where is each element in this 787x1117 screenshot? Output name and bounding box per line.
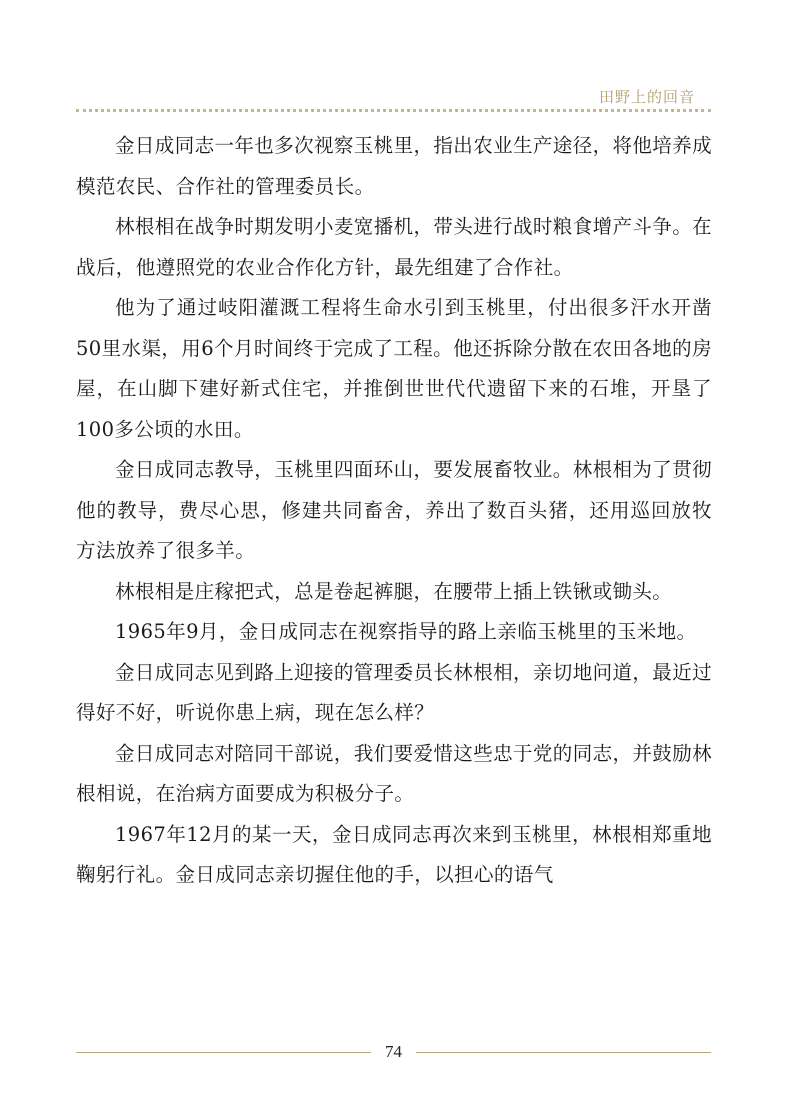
paragraph: 金日成同志对陪同干部说，我们要爱惜这些忠于党的同志，并鼓励林根相说，在治病方面要成为积极分子。 xyxy=(76,741,713,805)
paragraph: 林根相在战争时期发明小麦宽播机，带头进行战时粮食增产斗争。在战后，他遵照党的农业合作化方针，最先组建了合作社。 xyxy=(76,215,713,279)
header-dotted-rule xyxy=(76,109,711,112)
running-header-title: 田野上的回音 xyxy=(598,88,695,106)
footer-rule-left xyxy=(76,1052,371,1053)
paragraph: 金日成同志教导，玉桃里四面环山，要发展畜牧业。林根相为了贯彻他的教导，费尽心思，修建共同畜舍，养出了数百头猪，还用巡回放牧方法放养了很多羊。 xyxy=(76,458,713,562)
page-number: 74 xyxy=(385,1042,402,1061)
paragraph: 金日成同志一年也多次视察玉桃里，指出农业生产途径，将他培养成模范农民、合作社的管理委员长。 xyxy=(76,134,713,198)
paragraph: 1965年9月，金日成同志在视察指导的路上亲临玉桃里的玉米地。 xyxy=(115,620,697,643)
page-footer xyxy=(76,1040,711,1064)
body-text xyxy=(76,126,712,896)
paragraph: 林根相是庄稼把式，总是卷起裤腿，在腰带上插上铁锹或锄头。 xyxy=(115,579,673,603)
paragraph: 他为了通过岐阳灌溉工程将生命水引到玉桃里，付出很多汗水开凿50里水渠，用6个月时间终于完成了工程。他还拆除分散在农田各地的房屋，在山脚下建好新式住宅，并推倒世世代代遗留下来的石堆，开垦了100多公顷的水田。 xyxy=(76,296,712,441)
paragraph: 1967年12月的某一天，金日成同志再次来到玉桃里，林根相郑重地鞠躬行礼。金日成同志亲切握住他的手，以担心的语气 xyxy=(76,822,712,886)
footer-rule-right xyxy=(416,1052,711,1053)
paragraph: 金日成同志见到路上迎接的管理委员长林根相，亲切地问道，最近过得好不好，听说你患上病，现在怎么样？ xyxy=(76,660,713,724)
